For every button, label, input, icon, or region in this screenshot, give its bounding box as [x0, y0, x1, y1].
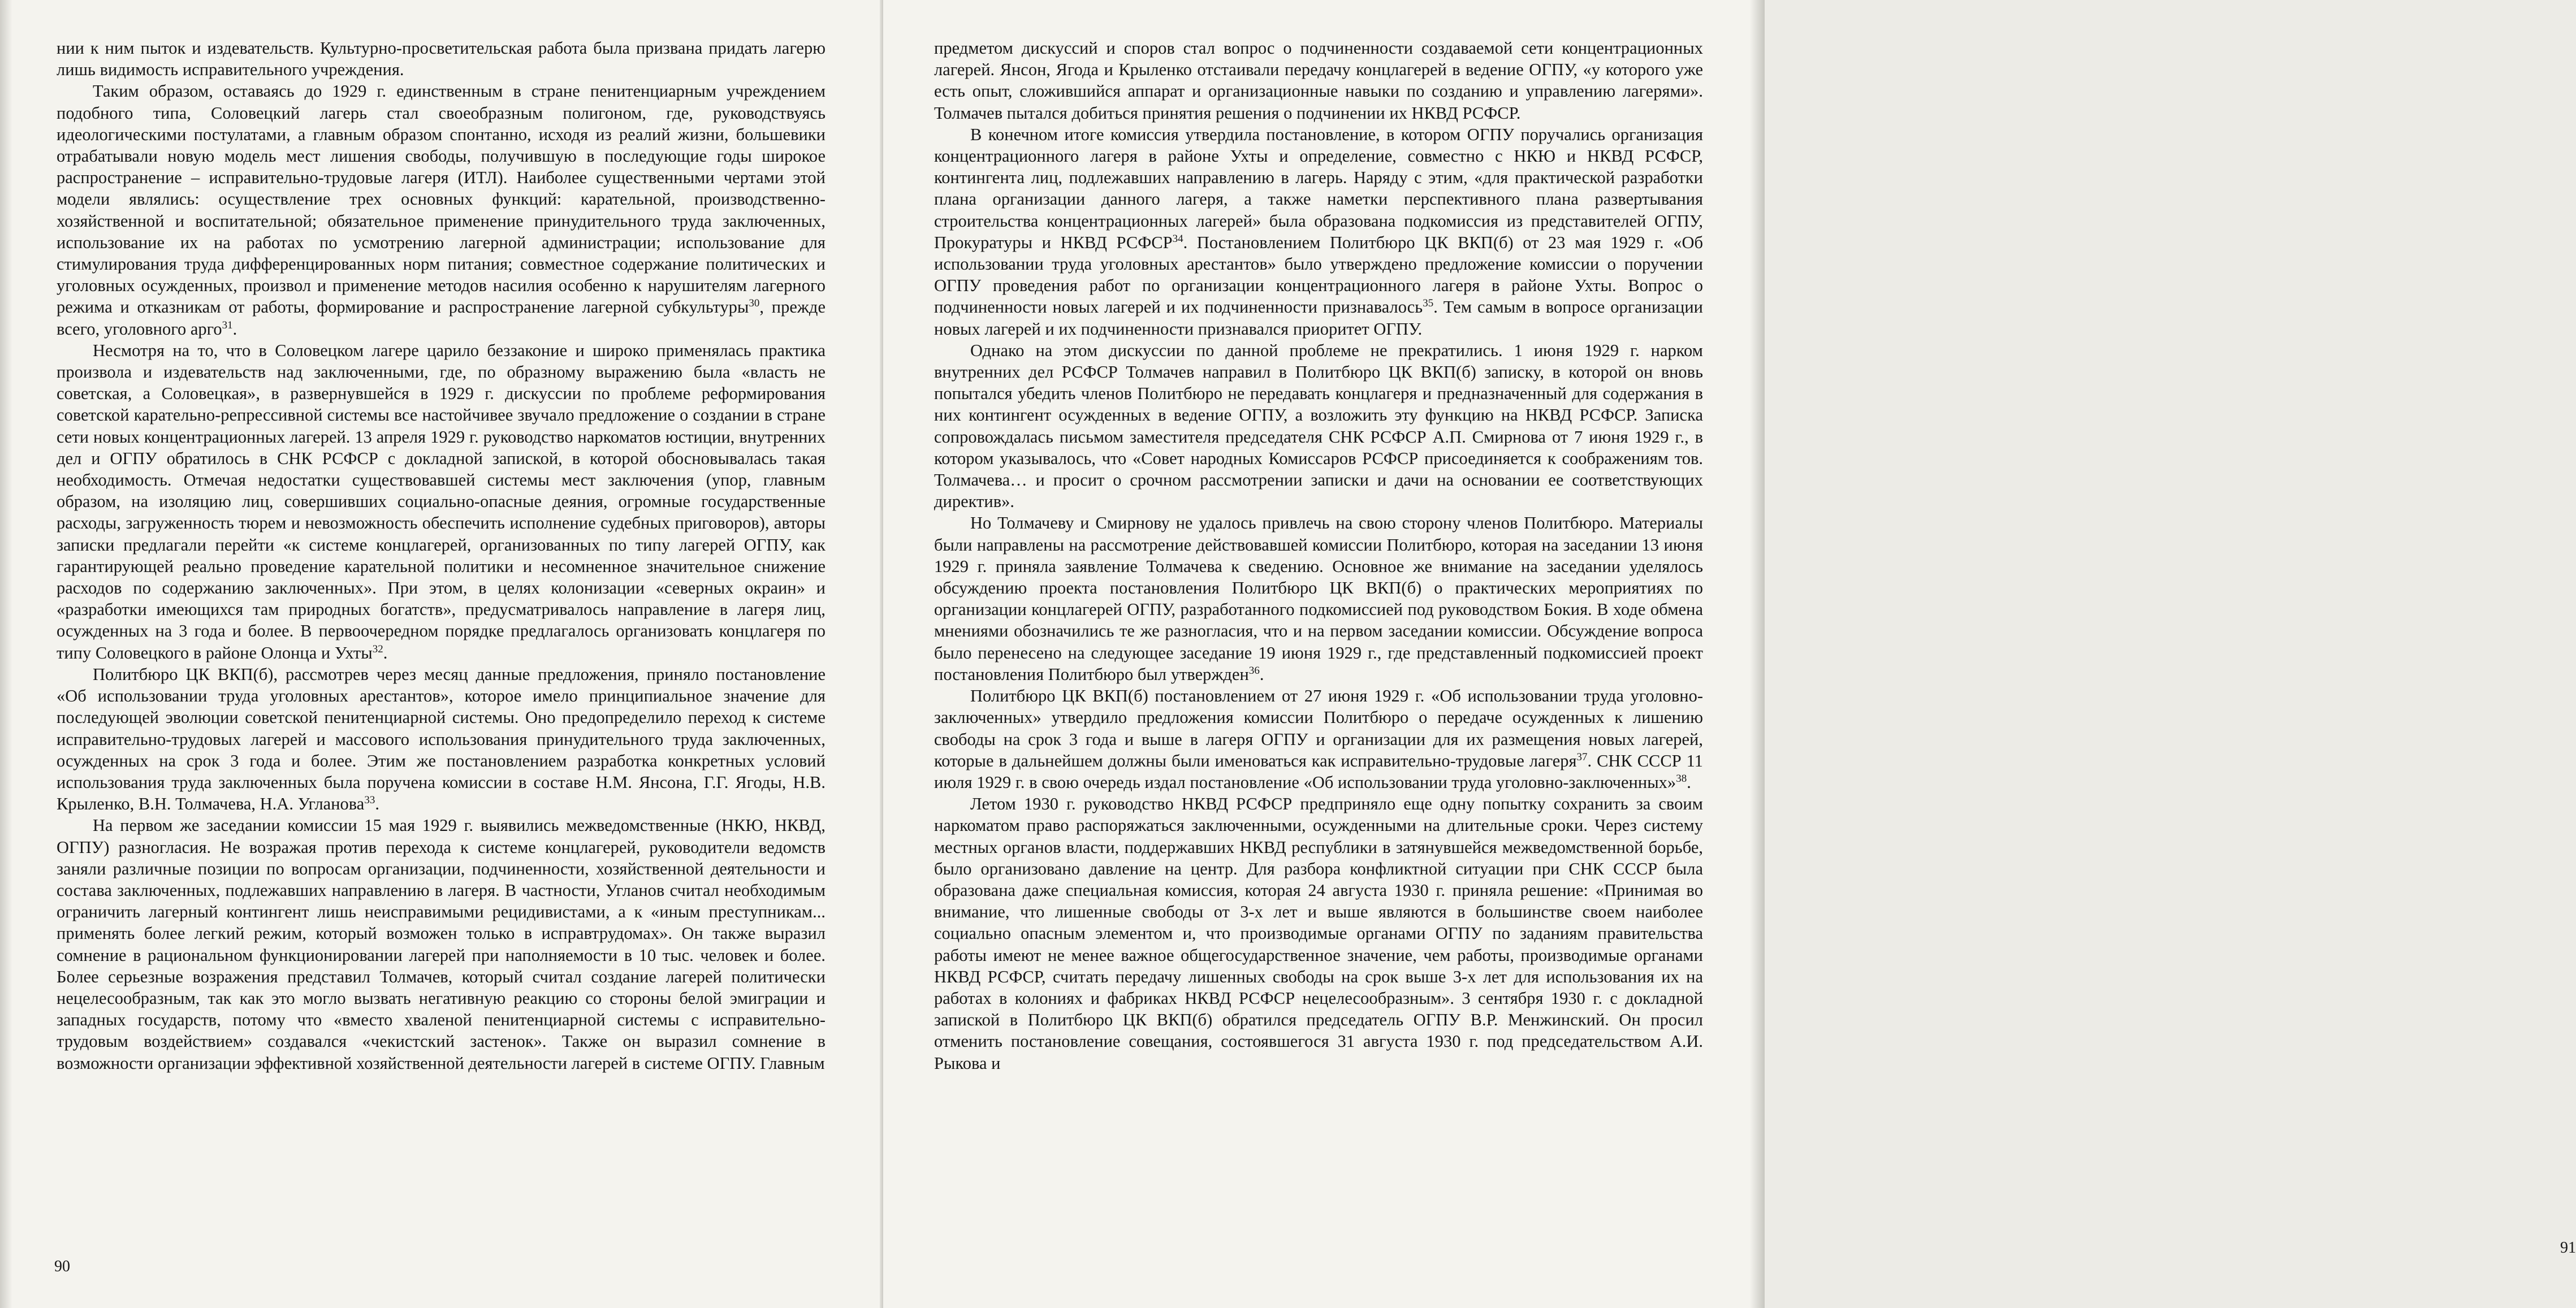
paragraph-text: . Тем самым в вопросе организации новых лагерей и их подчиненности признавался приоритет ОГПУ.: [934, 297, 1703, 339]
paragraph: [934, 685, 1703, 793]
paragraph-text: .: [375, 794, 379, 814]
paragraph: [934, 340, 1703, 513]
paragraph-text: . Постановлением Политбюро ЦК ВКП(б) от 23 мая 1929 г. «Об использовании труда уголовных арестантов» было утверждено предложение комиссии о поручении ОГПУ проведения работ по организации концентрационного лагеря в районе Ухты. Вопрос о подчиненности новых лагерей и их подчиненности признавалось: [934, 232, 1703, 317]
paragraph-text: Таким образом, оставаясь до 1929 г. единственным в стране пенитенциарным учреждением подобного типа, Соловецкий лагерь стал своеобразным полигоном, где, руководствуясь идеологическими постулатами, а главным образом спонтанно, исходя из реалий жизни, большевики отрабатывали новую модель мест лишения свободы, получившую в последующие годы широкое распространение – исправительно-трудовые лагеря (ИТЛ). Наиболее существенными чертами этой модели являлись: осуществление трех основных функций: карательной, производственно-хозяйственной и воспитательной; обязательное применение принудительного труда заключенных, использование их на работах по усмотрению лагерной администрации; использование для стимулирования труда дифференцированных норм питания; совместное содержание политических и уголовных осужденных, произвол и применение методов насилия особенно к нарушителям лагерного режима и отказникам от работы, формирование и распространение лагерной субкультуры: [57, 81, 825, 317]
page-edge-shadow: [0, 0, 12, 1308]
paragraph-text: На первом же заседании комиссии 15 мая 1929 г. выявились межведомственные (НКЮ, НКВД, ОГПУ) разногласия. Не возражая против перехода к системе концлагерей, руководители ведомств заняли различные позиции по вопросам организации, подчиненности, хозяйственной деятельности и состава заключенных, подлежавших направлению в лагеря. В частности, Угланов считал необходимым ограничить лагерный контингент лишь неисправимыми рецидивистами, а к «иным преступникам... применять более легкий режим, который возможен только в исправтрудомах». Он также выразил сомнение в рациональном функционировании лагерей при наполняемости в 10 тыс. человек и более. Более серьезные возражения представил Толмачев, который считал создание лагерей политически нецелесообразным, так как это могло вызвать негативную реакцию со стороны белой эмиграции и западных государств, потому что «вместо хваленой пенитенциарной системы с исправительно-трудовым воздействием» создавался «чекистский застенок». Также он выразил сомнение в возможности организации эффективной хозяйственной деятельности лагерей в системе ОГПУ. Главным: [57, 816, 825, 1073]
paragraph: [934, 512, 1703, 685]
footnote-ref: 32: [372, 643, 383, 655]
paragraph: [57, 37, 825, 80]
footnote-ref: 34: [1172, 232, 1183, 245]
left-page: [0, 0, 882, 1308]
paragraph-text: Политбюро ЦК ВКП(б), рассмотрев через месяц данные предложения, приняло постановление «Об использовании труда уголовных арестантов», которое имело принципиальное значение для последующей эволюции советской пенитенциарной системы. Оно предопределило переход к системе исправительно-трудовых лагерей и массового использования принудительного труда заключенных, осужденных на срок 3 года и более. Этим же постановлением разработка конкретных условий использования труда заключенных была поручена комиссии в составе Н.М. Янсона, Г.Г. Ягоды, Н.В. Крыленко, В.Н. Толмачева, Н.А. Угланова: [57, 664, 825, 814]
paragraph-text: Несмотря на то, что в Соловецком лагере царило беззаконие и широко применялась практика произвола и издевательств над заключенными, где, по образному выражению была «власть не советская, а Соловецкая», в развернувшейся в 1929 г. дискуссии по проблеме реформирования советской карательно-репрессивной системы все настойчивее звучало предложение о создании в стране сети новых концентрационных лагерей. 13 апреля 1929 г. руководство наркоматов юстиции, внутренних дел и ОГПУ обратилось в СНК РСФСР с докладной запиской, в которой обосновывалась такая необходимость. Отмечая недостатки существовавшей системы мест заключения (упор, главным образом, на изоляцию лиц, совершивших социально-опасные деяния, огромные государственные расходы, загруженность тюрем и невозможность обеспечить исполнение судебных приговоров), авторы записки предлагали перейти «к системе концлагерей, организованных по типу лагерей ОГПУ, как гарантирующей реально проведение карательной политики и несомненное значительное снижение расходов по содержанию заключенных». При этом, в целях колонизации «северных окраин» и «разработки имеющихся там природных богатств», предусматривалось направление в лагеря лиц, осужденных на 3 года и более. В первоочередном порядке предлагалось организовать концлагеря по типу Соловецкого в районе Олонца и Ухты: [57, 340, 825, 662]
footnote-ref: 31: [222, 319, 233, 331]
page-number-left: 90: [54, 1258, 70, 1275]
footnote-ref: 36: [1248, 664, 1260, 677]
footnote-ref: 38: [1676, 772, 1687, 785]
left-page-text: [57, 37, 825, 1074]
paragraph: [57, 815, 825, 1073]
paragraph-text: нии к ним пыток и издевательств. Культурно-просветительская работа была призвана придать лагерю лишь видимость исправительного учреждения.: [57, 38, 825, 80]
paragraph-text: Политбюро ЦК ВКП(б) постановлением от 27 июня 1929 г. «Об использовании труда уголовно-заключенных» утвердило предложения комиссии Политбюро о передаче осужденных к лишению свободы на срок 3 года и выше в лагеря ОГПУ и организации для их размещения новых лагерей, которые в дальнейшем должны были именоваться как исправительно-трудовые лагеря: [934, 686, 1703, 770]
paragraph: [57, 340, 825, 664]
paragraph: [934, 37, 1703, 124]
footnote-ref: 37: [1576, 751, 1588, 763]
paragraph-text: .: [383, 643, 388, 662]
right-page-text: [934, 37, 1703, 1074]
page-number-right: 91: [2560, 1239, 2576, 1257]
paragraph: [934, 793, 1703, 1074]
paragraph-text: Но Толмачеву и Смирнову не удалось привлечь на свою сторону членов Политбюро. Материалы были направлены на рассмотрение действовавшей комиссии Политбюро, которая на заседании 13 июня 1929 г. приняла заявление Толмачева к сведению. Основное же внимание на заседании уделялось обсуждению проекта постановления Политбюро ЦК ВКП(б) о практических мероприятиях по организации концлагерей ОГПУ, разработанного подкомиссией под руководством Бокия. В ходе обмена мнениями обозначились те же разногласия, что и на первом заседании комиссии. Обсуждение вопроса было перенесено на следующее заседание 19 июня 1929 г., где представленный подкомиссией проект постановления Политбюро был утвержден: [934, 513, 1703, 684]
paragraph-text: , прежде всего, уголовного арго: [57, 297, 825, 339]
paragraph-text: В конечном итоге комиссия утвердила постановление, в котором ОГПУ поручались организация концентрационного лагеря в районе Ухты и определение, совместно с НКЮ и НКВД РСФСР, контингента лиц, подлежавших направлению в лагерь. Наряду с этим, «для практической разработки плана организации данного лагеря, а также наметки перспективного плана развертывания строительства концентрационных лагерей» была образована подкомиссия из представителей ОГПУ, Прокуратуры и НКВД РСФСР: [934, 124, 1703, 252]
paragraph-text: .: [1687, 772, 1691, 792]
paragraph: [57, 664, 825, 815]
footnote-ref: 30: [749, 297, 760, 310]
paragraph: [934, 124, 1703, 340]
footnote-ref: 35: [1423, 297, 1434, 310]
paragraph-text: .: [232, 319, 237, 339]
page-edge-shadow: [1750, 0, 1765, 1308]
footnote-ref: 33: [364, 794, 375, 807]
paragraph-text: . СНК СССР 11 июля 1929 г. в свою очередь издал постановление «Об использовании труда уголовно-заключенных»: [934, 751, 1703, 792]
paragraph-text: предметом дискуссий и споров стал вопрос о подчиненности создаваемой сети концентрационных лагерей. Янсон, Ягода и Крыленко отстаивали передачу концлагерей в ведение ОГПУ, «у которого уже есть опыт, сложившийся аппарат и организационные навыки по созданию и управлению лагерями». Толмачев пытался добиться принятия решения о подчинении их НКВД РСФСР.: [934, 38, 1703, 123]
paragraph-text: .: [1259, 664, 1264, 684]
paragraph-text: Однако на этом дискуссии по данной проблеме не прекратились. 1 июня 1929 г. нарком внутренних дел РСФСР Толмачев направил в Политбюро ЦК ВКП(б) записку, в которой он вновь попытался убедить членов Политбюро не передавать концлагеря и предназначенный для содержания в них контингент осужденных в ведение ОГПУ, а возложить эту функцию на НКВД РСФСР. Записка сопровождалась письмом заместителя председателя СНК РСФСР А.П. Смирнова от 7 июня 1929 г., в котором указывалось, что «Совет народных Комиссаров РСФСР присоединяется к соображениям тов. Толмачева… и просит о срочном рассмотрении записки и дачи на основании ее соответствующих директив».: [934, 340, 1703, 512]
paragraph: [57, 80, 825, 339]
paragraph-text: Летом 1930 г. руководство НКВД РСФСР предприняло еще одну попытку сохранить за своим наркоматом право распоряжаться заключенными, осужденными на длительные сроки. Через систему местных органов власти, поддержавших НКВД республики в затянувшейся межведомственной борьбе, было организовано давление на центр. Для разбора конфликтной ситуации при СНК СССР была образована даже специальная комиссия, которая 24 августа 1930 г. приняла решение: «Принимая во внимание, что лишенные свободы от 3-х лет и выше являются в большинстве своем наиболее социально опасным элементом и, что производимые органами ОГПУ по заданиям правительства работы имеют не менее важное общегосударственное значение, чем работы, производимые органами НКВД РСФСР, считать передачу лишенных свободы на срок выше 3-х лет для использования их на работах в колониях и фабриках НКВД РСФСР нецелесообразным». 3 сентября 1930 г. с докладной запиской в Политбюро ЦК ВКП(б) обратился председатель ОГПУ В.Р. Менжинский. Он просил отменить постановление совещания, состоявшегося 31 августа 1930 г. под председательством А.И. Рыкова и: [934, 794, 1703, 1073]
